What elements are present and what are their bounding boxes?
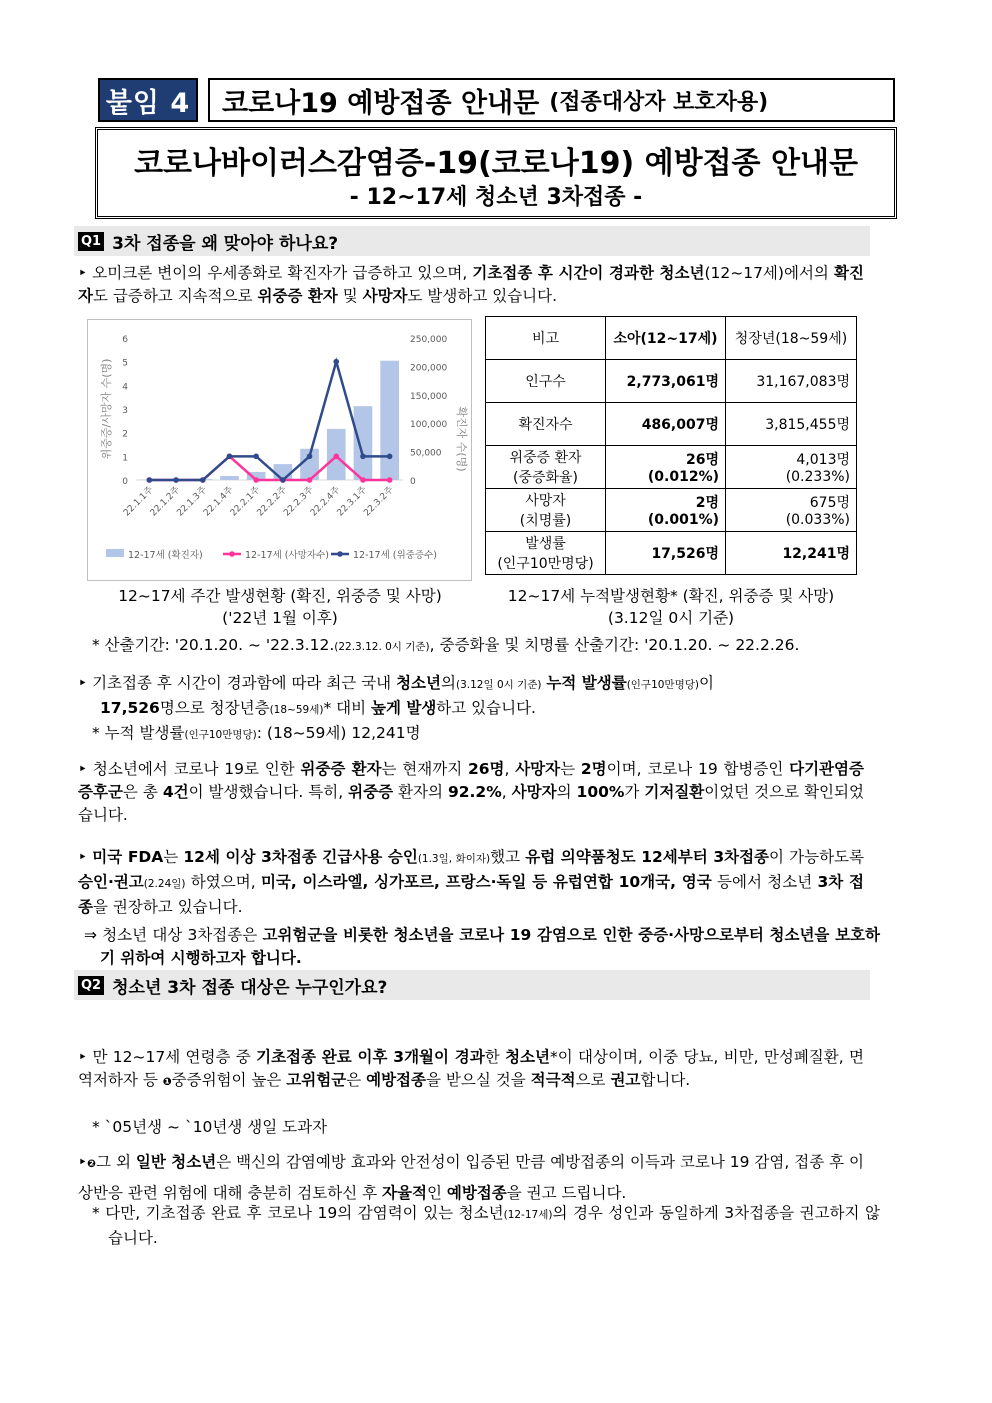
text-run: 은	[346, 1071, 367, 1089]
table-row	[486, 489, 857, 532]
title-box-line2: - 12~17세 청소년 3차접종 -	[349, 185, 643, 210]
text-run: *이 대상이며, 이중 당뇨, 비만, 만성폐질환, 면역저하자 등	[78, 1048, 864, 1089]
text-run: 하고 있습니다.	[436, 699, 536, 717]
right-tick-label: 250,000	[410, 335, 448, 345]
text-run: 하였으며,	[185, 873, 261, 891]
left-tick-label: 4	[122, 382, 128, 393]
text-run: 등에서 청소년	[711, 873, 818, 891]
text-run: ,	[504, 760, 516, 778]
legend-label: 12-17세 (확진자)	[128, 550, 203, 561]
right-tick-label: 150,000	[410, 391, 448, 402]
data-point	[307, 454, 313, 460]
text-run: 승인·권고	[78, 873, 144, 891]
title-box-line1: 코로나바이러스감염증-19(코로나19) 예방접종 안내문	[134, 146, 858, 181]
category-label: 22.1.4주	[202, 485, 236, 519]
bar	[380, 361, 399, 480]
text-run: 는	[560, 760, 581, 778]
text-run: ‣ 만 12~17세 연령층 중	[78, 1048, 257, 1066]
text-run: (12-17세)	[503, 1209, 553, 1221]
data-point	[333, 359, 339, 365]
legend-label: 12-17세 (위중증수)	[353, 550, 437, 561]
table-cell: 확진자수	[486, 403, 606, 446]
text-run: 기초접종 완료 이후 3개월이 경과	[256, 1048, 485, 1066]
text-run: 도 발생하고 있습니다.	[407, 287, 558, 305]
table-cell: 675명 (0.033%)	[726, 489, 857, 532]
text-run: 일반 청소년	[135, 1153, 217, 1171]
overseas-paragraph	[78, 846, 864, 919]
text-run: 자율적	[382, 1184, 427, 1202]
left-tick-label: 1	[122, 453, 128, 464]
table-header-cell: 청장년(18~59세)	[726, 317, 857, 360]
text-run: 사망자	[362, 287, 408, 305]
text-run: 높게 발생	[371, 699, 437, 717]
text-run: 중증위험이 높은	[171, 1071, 287, 1089]
data-point	[227, 454, 233, 460]
text-run: 누적 발생률	[546, 674, 627, 692]
data-point	[253, 454, 259, 460]
table-row	[486, 360, 857, 403]
table-row	[486, 532, 857, 575]
text-run: 이 발생했습니다. 특히,	[188, 783, 349, 801]
text-run: 는 현재까지	[381, 760, 468, 778]
text-run: 을 받으실 것을	[426, 1071, 531, 1089]
text-run: 3차 접종	[78, 873, 864, 916]
text-run: 예방접종	[366, 1071, 427, 1089]
q1-title: 3차 접종을 왜 맞아야 하나요?	[112, 233, 339, 254]
left-tick-label: 0	[122, 477, 128, 487]
category-label: 22.3.1주	[335, 485, 370, 519]
text-run: 적극적	[530, 1071, 576, 1089]
text-run: 사망자	[511, 783, 557, 801]
table-cell: 인구수	[486, 360, 606, 403]
text-run: 다기관염증증후군	[78, 760, 864, 801]
text-run: 위중증 환자	[300, 760, 382, 778]
text-run: 확진자	[78, 264, 864, 305]
q2-note2	[92, 1202, 880, 1250]
category-label: 22.2.3주	[282, 485, 316, 519]
text-run: 예방접종	[446, 1184, 507, 1202]
right-tick-label: 50,000	[410, 448, 442, 459]
table-cell: 3,815,455명	[726, 403, 857, 446]
text-run: 은 총	[122, 783, 163, 801]
table-cell: 486,007명	[606, 403, 726, 446]
q1-bar	[74, 226, 870, 256]
text-run: (1.3일, 화이자)	[417, 853, 491, 865]
text-run: 인	[426, 1184, 447, 1202]
table-caption-line2: (3.12일 0시 기준)	[607, 609, 735, 627]
text-run: * 산출기간: '20.1.20. ~ '22.3.12.	[92, 636, 335, 654]
text-run: (12~17세)	[704, 264, 784, 282]
attachment-tag: 붙임 4	[98, 78, 198, 122]
text-run: 2명	[580, 760, 607, 778]
data-point	[147, 477, 153, 483]
series-line	[149, 362, 389, 480]
text-run: 권고	[610, 1071, 641, 1089]
category-label: 22.1.2주	[148, 485, 183, 519]
text-run: , 중증화율 및 치명률 산출기간: '20.1.20. ~ 22.2.26.	[429, 636, 800, 654]
text-run: ❷	[87, 1158, 97, 1170]
cumulative-table	[485, 316, 857, 575]
text-run: ‣ 오미크론 변이의 우세종화로 확진자가 급증하고 있으며,	[78, 264, 473, 282]
text-run: 가	[624, 783, 645, 801]
text-run: 이며, 코로나 19 합병증인	[606, 760, 790, 778]
category-label: 22.2.4주	[308, 485, 343, 519]
text-run: 사망자	[515, 760, 561, 778]
text-run: 유럽 의약품청도 12세부터 3차접종	[525, 848, 770, 866]
table-header-cell: 비고	[486, 317, 606, 360]
category-label: 22.2.1주	[228, 485, 263, 519]
chart-caption	[85, 585, 475, 629]
legend-marker	[337, 551, 343, 557]
left-tick-label: 6	[122, 335, 128, 345]
left-tick-label: 2	[122, 429, 128, 440]
table-row	[486, 403, 857, 446]
text-run: 26명	[467, 760, 505, 778]
text-run: 12세 이상 3차접종 긴급사용 승인	[183, 848, 418, 866]
data-point	[333, 454, 339, 460]
legend-label: 12-17세 (사망자수)	[245, 550, 329, 561]
chart-caption-line1: 12~17세 주간 발생현황 (확진, 위중증 및 사망)	[118, 587, 442, 605]
legend-marker	[229, 551, 235, 557]
category-label: 22.1.3주	[175, 485, 209, 519]
incidence-paragraph	[78, 672, 864, 722]
text-run: (3.12일 0시 기준)	[455, 679, 542, 691]
text-run: 4건	[162, 783, 189, 801]
text-run: ‣	[78, 1153, 88, 1171]
table-cell: 12,241명	[726, 532, 857, 575]
weekly-chart-svg	[88, 320, 471, 580]
table-caption	[480, 585, 862, 629]
text-run: ‣ 청소년에서 코로나 19로 인한	[78, 760, 301, 778]
text-run: 미국 FDA	[92, 848, 164, 866]
text-run: ❶	[162, 1076, 172, 1088]
text-run: (22.3.12. 0시 기준)	[334, 641, 430, 653]
severe-paragraph	[78, 758, 864, 827]
text-run: 이었던 것으로 확인되었습니다.	[78, 783, 864, 824]
text-run: 의 경우 성인과 동일하게 3차접종을 권고하지 않습니다.	[108, 1204, 880, 1247]
text-run: 위중증 환자	[257, 287, 338, 305]
table-cell: 2명 (0.001%)	[606, 489, 726, 532]
text-run: 고위험군	[286, 1071, 347, 1089]
right-tick-label: 200,000	[410, 363, 448, 374]
category-label: 22.3.2주	[362, 485, 396, 519]
text-run: 17,526	[100, 699, 160, 717]
text-run: ,	[501, 783, 512, 801]
text-run: 을 권고 드립니다.	[506, 1184, 627, 1202]
text-run: 그 외	[96, 1153, 136, 1171]
table-cell: 위중증 환자 (중증화율)	[486, 446, 606, 489]
table-cell: 26명 (0.012%)	[606, 446, 726, 489]
text-run: (18~59세)	[269, 704, 324, 716]
weekly-chart	[87, 319, 472, 581]
text-run: 청소년	[396, 674, 441, 692]
table-cell: 31,167,083명	[726, 360, 857, 403]
text-run: 는	[163, 848, 184, 866]
table-cell: 2,773,061명	[606, 360, 726, 403]
title-box	[95, 127, 897, 219]
category-label: 22.2.2주	[255, 485, 289, 519]
text-run: (2.24일)	[143, 878, 186, 890]
text-run: 한	[484, 1048, 506, 1066]
text-run: 을 권장하고 있습니다.	[92, 898, 243, 916]
data-point	[173, 477, 179, 483]
text-run: 합니다.	[640, 1071, 691, 1089]
data-point	[200, 477, 206, 483]
data-point	[253, 477, 259, 483]
notice-title	[208, 78, 895, 122]
table-header-row	[486, 317, 857, 360]
left-tick-label: 3	[122, 406, 128, 416]
text-run: * 대비	[323, 699, 371, 717]
table-cell: 사망자 (치명률)	[486, 489, 606, 532]
text-run: 명으로 청장년층	[159, 699, 270, 717]
text-run: * 누적 발생률	[92, 724, 185, 742]
q1-paragraph	[78, 262, 864, 308]
q2-title: 청소년 3차 접종 대상은 누구인가요?	[112, 977, 388, 998]
incidence-note	[92, 722, 878, 747]
right-axis-label: 확진자 수(명)	[455, 406, 468, 472]
q2-number: Q2	[78, 976, 104, 995]
q2-paragraph1	[78, 1046, 864, 1094]
data-point	[360, 477, 366, 483]
text-run: 위중증	[348, 783, 394, 801]
data-point	[280, 477, 286, 483]
table-row	[486, 446, 857, 489]
legend-swatch	[106, 549, 124, 557]
data-point	[307, 477, 313, 483]
text-run: 의	[556, 783, 577, 801]
text-run: : (18~59세) 12,241명	[256, 724, 421, 742]
text-run: 이 가능하도록	[769, 848, 864, 866]
text-run: 및	[337, 287, 363, 305]
text-run: 환자의	[393, 783, 448, 801]
text-run: ‣	[78, 848, 93, 866]
text-run: 에서의	[783, 264, 835, 282]
text-run: 청소년	[505, 1048, 550, 1066]
data-point	[387, 454, 393, 460]
q2-note1: * `05년생 ~ `10년생 생일 도과자	[92, 1118, 328, 1136]
text-run: 기초접종 후 시간이 경과한 청소년	[472, 264, 705, 282]
chart-caption-line2: ('22년 1월 이후)	[222, 609, 338, 627]
right-tick-label: 100,000	[410, 420, 448, 431]
table-caption-line1: 12~17세 누적발생현황* (확진, 위중증 및 사망)	[507, 587, 835, 605]
q2-bar	[74, 970, 870, 1000]
text-run: ⇒ 청소년 대상 3차접종은	[84, 926, 263, 944]
q2-paragraph2	[78, 1148, 864, 1208]
text-run: 이	[698, 674, 714, 692]
text-run: 은 백신의 감염예방 효과와 안전성이 입증된 만큼 예방접종의 이득과 코로나 19 감염, 접종 후 이상반응 관련 위험에 대해 충분히 검토하신 후	[78, 1153, 864, 1202]
notice-title-main: 코로나19 예방접종 안내문	[222, 87, 540, 119]
category-label: 22.1.1주	[122, 485, 156, 519]
period-note	[92, 634, 872, 659]
text-run: 했고	[490, 848, 526, 866]
bar	[354, 406, 373, 480]
text-run: 92.2%	[447, 783, 502, 801]
table-cell: 발생률 (인구10만명당)	[486, 532, 606, 575]
data-point	[360, 454, 366, 460]
conclusion-paragraph	[84, 924, 880, 970]
text-run: (인구10만명당)	[626, 679, 699, 691]
data-point	[387, 477, 393, 483]
text-run: ‣ 기초접종 후 시간이 경과함에 따라 최근 국내	[78, 674, 397, 692]
table-cell: 4,013명 (0.233%)	[726, 446, 857, 489]
bar	[220, 476, 239, 480]
right-tick-label: 0	[410, 477, 416, 487]
text-run: 고위험군을 비롯한 청소년을 코로나 19 감염으로 인한 중증·사망으로부터 청소년을 보호하기 위하여 시행하고자 합니다.	[100, 926, 880, 967]
text-run: * 다만, 기초접종 완료 후 코로나 19의 감염력이 있는 청소년	[92, 1204, 504, 1222]
text-run: 도 급증하고 지속적으로	[92, 287, 258, 305]
left-tick-label: 5	[122, 358, 128, 369]
table-header-cell: 소아(12~17세)	[606, 317, 726, 360]
text-run: 미국, 이스라엘, 싱가포르, 프랑스·독일 등 유럽연합 10개국, 영국	[260, 873, 712, 891]
table-cell: 17,526명	[606, 532, 726, 575]
text-run: 의	[441, 674, 456, 692]
q1-number: Q1	[78, 232, 104, 251]
left-axis-label: 위중증/사망자 수(명)	[100, 358, 113, 460]
text-run: (인구10만명당)	[184, 729, 257, 741]
text-run: 기저질환	[644, 783, 705, 801]
text-run: 으로	[575, 1071, 611, 1089]
text-run: 100%	[576, 783, 625, 801]
notice-title-sub: (접종대상자 보호자용)	[549, 89, 769, 115]
